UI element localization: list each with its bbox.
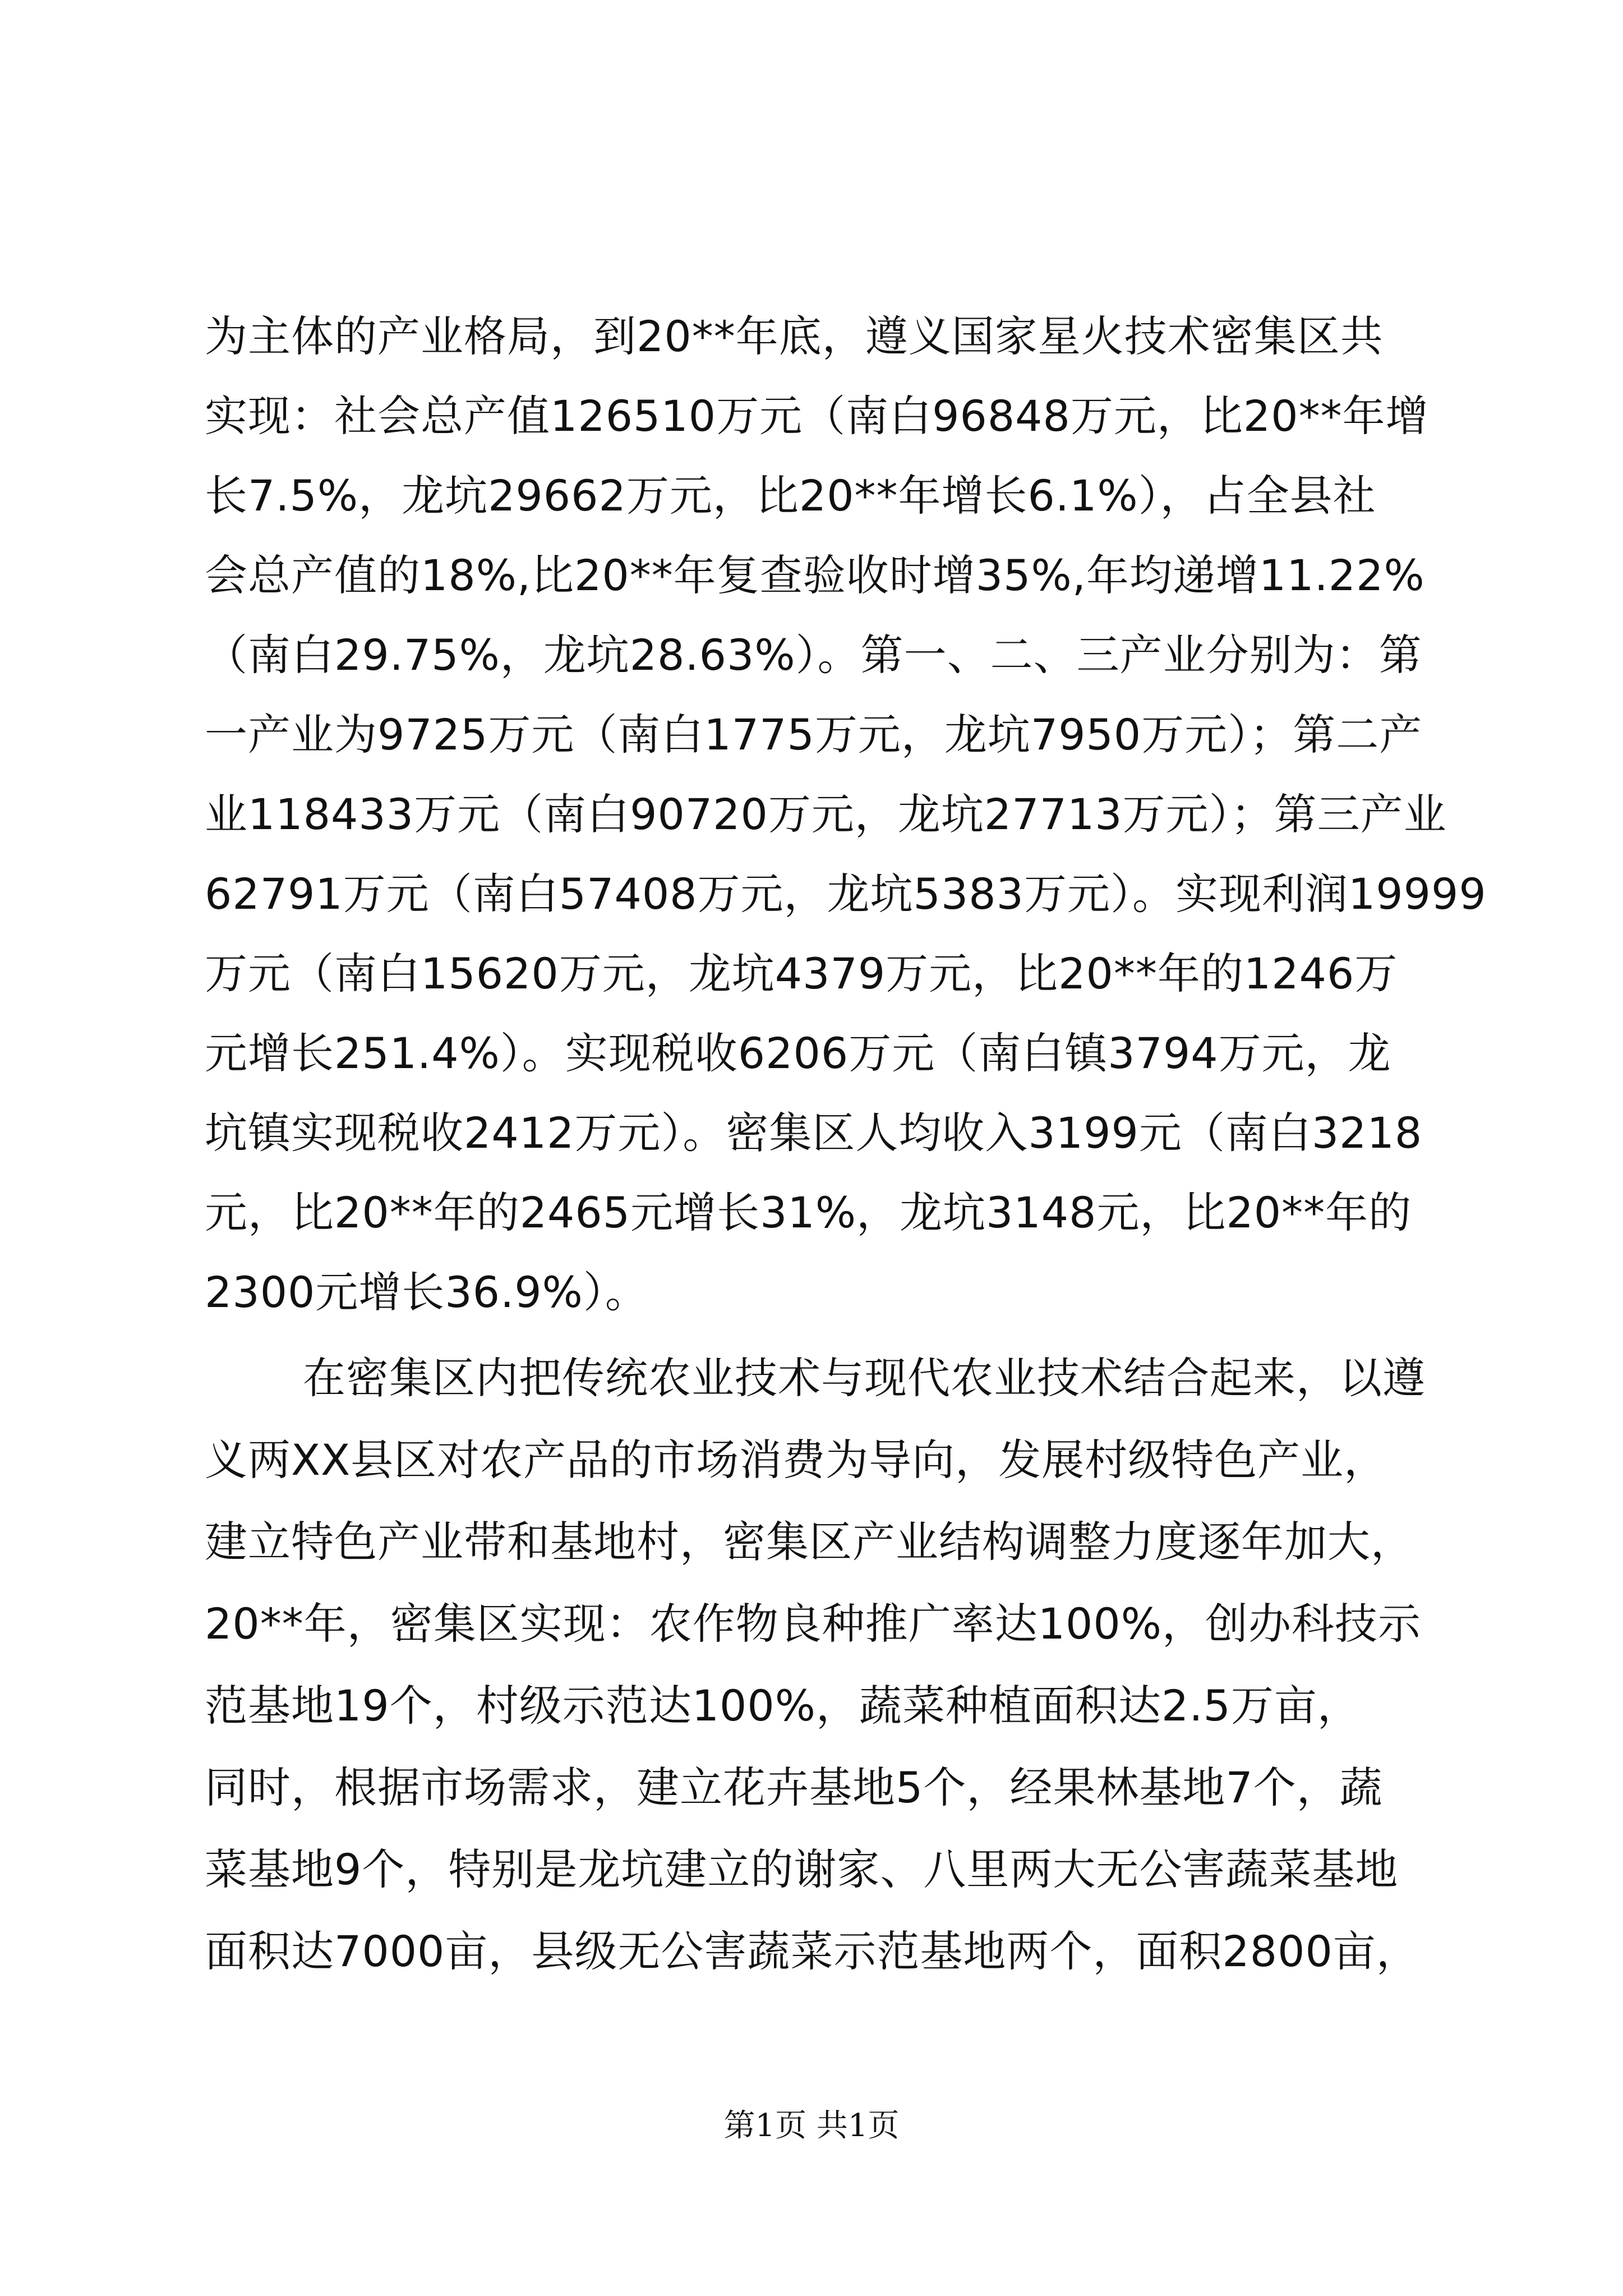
text-line: 义两XX县区对农产品的市场消费为导向，发展村级特色产业， bbox=[205, 1435, 1387, 1485]
text-line: 业118433万元（南白90720万元，龙坑27713万元）；第三产业 bbox=[205, 789, 1447, 839]
text-line: 万元（南白15620万元，龙坑4379万元，比20**年的1246万 bbox=[205, 949, 1398, 999]
text-line: 一产业为9725万元（南白1775万元，龙坑7950万元）；第二产 bbox=[205, 710, 1423, 760]
text-line: 在密集区内把传统农业技术与现代农业技术结合起来，以遵 bbox=[303, 1353, 1426, 1403]
text-line: 范基地19个，村级示范达100%，蔬菜种植面积达2.5万亩， bbox=[205, 1681, 1361, 1731]
text-line: 面积达7000亩，县级无公害蔬菜示范基地两个，面积2800亩， bbox=[205, 1926, 1419, 1976]
text-line: 建立特色产业带和基地村，密集区产业结构调整力度逐年加大， bbox=[205, 1517, 1414, 1567]
text-line: 元增长251.4%）。实现税收6206万元（南白镇3794万元，龙 bbox=[205, 1028, 1391, 1078]
text-line: 实现：社会总产值126510万元（南白96848万元，比20**年增 bbox=[205, 391, 1429, 441]
text-line: 为主体的产业格局，到20**年底，遵义国家星火技术密集区共 bbox=[205, 311, 1384, 361]
text-line: 会总产值的18%,比20**年复查验收时增35%,年均递增11.22% bbox=[205, 550, 1425, 600]
text-line: 2300元增长36.9%）。 bbox=[205, 1267, 648, 1317]
text-line: （南白29.75%，龙坑28.63%）。第一、二、三产业分别为：第 bbox=[205, 630, 1422, 680]
page-footer: 第1页 共1页 bbox=[723, 2108, 900, 2144]
text-line: 同时，根据市场需求，建立花卉基地5个，经果林基地7个，蔬 bbox=[205, 1763, 1383, 1812]
text-line: 坑镇实现税收2412万元）。密集区人均收入3199元（南白3218 bbox=[205, 1108, 1423, 1158]
text-line: 菜基地9个，特别是龙坑建立的谢家、八里两大无公害蔬菜基地 bbox=[205, 1844, 1399, 1894]
text-line: 长7.5%，龙坑29662万元，比20**年增长6.1%），占全县社 bbox=[205, 471, 1376, 521]
text-line: 62791万元（南白57408万元，龙坑5383万元）。实现利润19999 bbox=[205, 869, 1487, 919]
text-line: 元，比20**年的2465元增长31%，龙坑3148元，比20**年的 bbox=[205, 1188, 1412, 1237]
text-line: 20**年，密集区实现：农作物良种推广率达100%，创办科技示 bbox=[205, 1599, 1421, 1649]
